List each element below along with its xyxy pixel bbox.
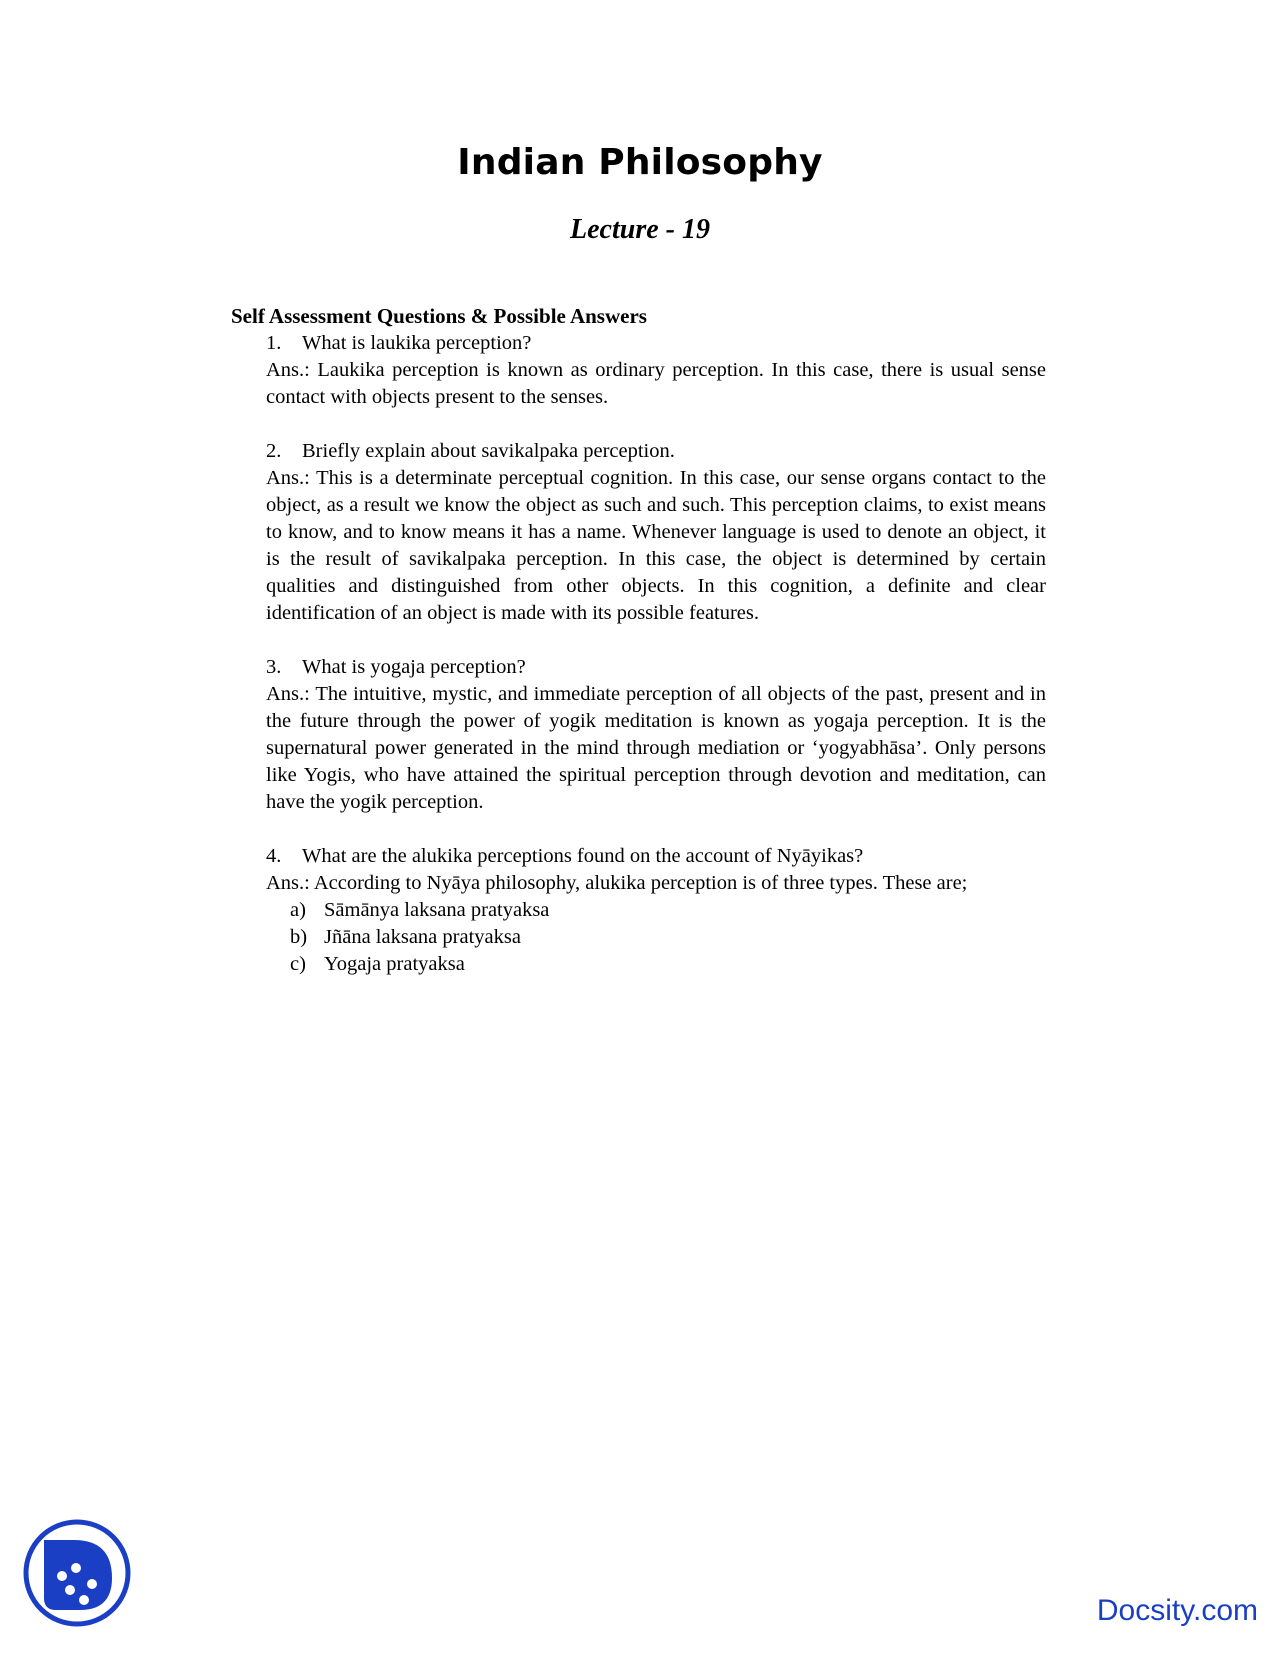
list-item-letter: c) (290, 953, 306, 975)
list-item-text: Yogaja pratyaksa (324, 953, 465, 975)
docsity-brand-link[interactable]: Docsity.com (1096, 1594, 1258, 1627)
document-title: Indian Philosophy (457, 142, 823, 183)
answer-text: Ans.: According to Nyāya philosophy, alukika perception is of three types. These are; (266, 872, 968, 894)
question (266, 843, 1046, 870)
lecture-subtitle: Lecture - 19 (570, 214, 710, 245)
question (266, 438, 1046, 465)
list-item (266, 924, 1046, 951)
docsity-logo-icon[interactable] (22, 1518, 132, 1628)
list-item (266, 951, 1046, 978)
question (266, 330, 1046, 357)
answer-text: Ans.: Laukika perception is known as ordinary perception. In this case, there is usual sense contact with objects present to the senses. (266, 359, 1046, 408)
answer-text: Ans.: This is a determinate perceptual cognition. In this case, our sense organs contact to the object, as a result we know the object as such and such. This perception claims, to exist means to know, and to know means it has a name. Whenever language is used to denote an object, it is the result of savikalpaka perception. In this case, the object is determined by certain qualities and distinguished from other objects. In this cognition, a definite and clear identification of an object is made with its possible features. (266, 467, 1046, 624)
question-text: What are the alukika perceptions found on the account of Nyāyikas? (302, 845, 864, 867)
question-number: 1. (266, 332, 282, 354)
question-text: Briefly explain about savikalpaka perception. (302, 440, 675, 462)
section-heading: Self Assessment Questions & Possible Answers (231, 304, 647, 328)
qa-item (266, 438, 1046, 627)
list-item-text: Sāmānya laksana pratyaksa (324, 899, 550, 921)
list-item (266, 897, 1046, 924)
qa-list (266, 330, 1046, 1005)
qa-item (266, 654, 1046, 816)
question-text: What is yogaja perception? (302, 656, 526, 678)
list-item-letter: b) (290, 926, 308, 948)
answer-text: Ans.: The intuitive, mystic, and immediate perception of all objects of the past, present and in the future through the power of yogik meditation is known as yogaja perception. It is the supernatural power generated in the mind through mediation or ‘yogyabhāsa’. Only persons like Yogis, who have attained the spiritual perception through devotion and meditation, can have the yogik perception. (266, 683, 1046, 813)
list-item-letter: a) (290, 899, 306, 921)
question-number: 2. (266, 440, 282, 462)
qa-item (266, 330, 1046, 411)
question (266, 654, 1046, 681)
qa-item (266, 843, 1046, 978)
question-number: 4. (266, 845, 282, 867)
sub-list (266, 897, 1046, 978)
question-number: 3. (266, 656, 282, 678)
question-text: What is laukika perception? (302, 332, 532, 354)
list-item-text: Jñāna laksana pratyaksa (324, 926, 521, 948)
